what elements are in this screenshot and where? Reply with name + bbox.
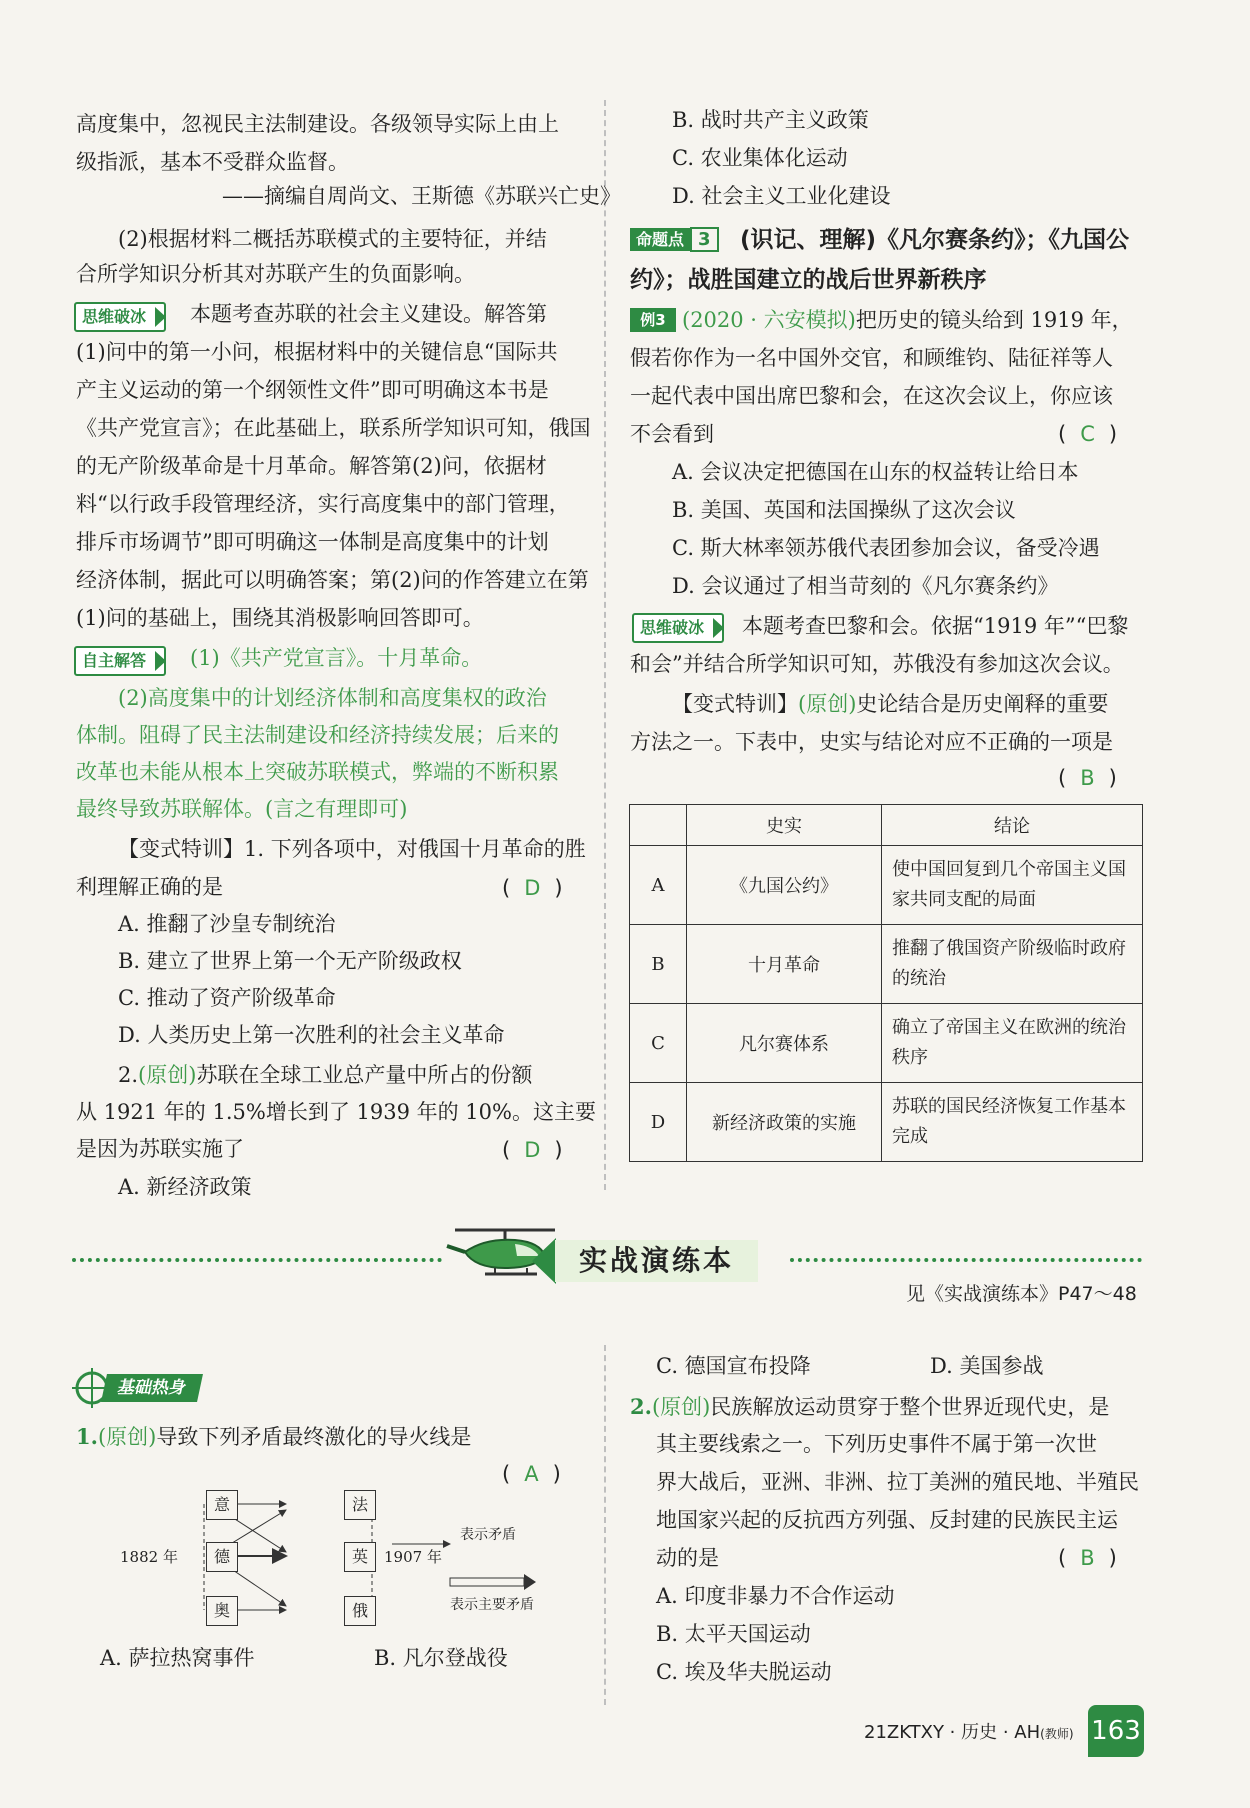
point-badge — [630, 226, 719, 254]
example-option-d: D. 会议通过了相当苛刻的《凡尔赛条约》 — [672, 574, 1059, 598]
variant-line-1: 【变式特训】1. 下列各项中，对俄国十月革命的胜 — [118, 837, 586, 861]
footer-code: 21ZKTXY · 历史 · AH(教师) — [864, 1722, 1074, 1743]
table-cell: 确立了帝国主义在欧洲的统治秩序 — [882, 1004, 1143, 1083]
q2-line-2: 其主要线索之一。下列历史事件不属于第一次世 — [656, 1432, 1097, 1456]
point-tag: 命题点 — [630, 228, 690, 251]
q2-option-c: C. 埃及华夫脱运动 — [656, 1660, 832, 1684]
table-header: 结论 — [882, 805, 1143, 846]
left-line-2: 级指派，基本不受群众监督。 — [76, 150, 349, 174]
variant-option-d: D. 人类历史上第一次胜利的社会主义革命 — [118, 1023, 505, 1047]
think-line-9: (1)问的基础上，围绕其消极影响回答即可。 — [76, 606, 484, 630]
point-line-2: 约》；战胜国建立的战后世界新秩序 — [630, 267, 987, 293]
q2-line-5: 动的是 — [656, 1546, 719, 1570]
self-answer-line-5: 最终导致苏联解体。(言之有理即可) — [76, 797, 408, 821]
node-germany: 德 — [206, 1542, 238, 1572]
q2-line-3: 界大战后，亚洲、非洲、拉丁美洲的殖民地、半殖民 — [656, 1470, 1139, 1494]
page-number: 163 — [1088, 1705, 1144, 1757]
table-cell: 新经济政策的实施 — [687, 1083, 882, 1162]
table-row — [630, 846, 1143, 925]
self-answer-tag: 自主解答 — [74, 646, 166, 676]
example-line-2: 假若你作为一名中国外交官，和顾维钧、陆征祥等人 — [630, 346, 1113, 370]
source-citation: ——摘编自周尚文、王斯德《苏联兴亡史》 — [222, 184, 621, 208]
think-line-6: 料“以行政手段管理经济，实行高度集中的部门管理， — [76, 492, 570, 516]
banner-title: 实战演练本 — [555, 1240, 758, 1282]
variant-option-a: A. 推翻了沙皇专制统治 — [118, 912, 336, 936]
node-austria: 奥 — [206, 1596, 238, 1626]
right-option-b: B. 战时共产主义政策 — [672, 108, 869, 132]
banner-reference: 见《实战演练本》P47～48 — [906, 1283, 1137, 1305]
q1-option-b: B. 凡尔登战役 — [374, 1646, 508, 1670]
node-russia: 俄 — [344, 1596, 376, 1626]
right-variant-line-2: 方法之一。下表中，史实与结论对应不正确的一项是 — [630, 730, 1113, 754]
point-line-1: (识记、理解)《凡尔赛条约》；《九国公 — [740, 227, 1130, 253]
question-2b-option-a: A. 新经济政策 — [118, 1175, 252, 1199]
right-think-line-2: 和会”并结合所学知识可知，苏俄没有参加这次会议。 — [630, 652, 1124, 676]
table-cell: 《九国公约》 — [687, 846, 882, 925]
table-cell: 推翻了俄国资产阶级临时政府的统治 — [882, 925, 1143, 1004]
alliance-diagram — [120, 1488, 560, 1638]
label-1907: 1907 年 — [384, 1548, 442, 1566]
think-line-2: (1)问中的第一小问，根据材料中的关键信息“国际共 — [76, 340, 558, 364]
table-row — [630, 1083, 1143, 1162]
node-britain: 英 — [344, 1542, 376, 1572]
q1-answer: ( A ) — [502, 1462, 561, 1486]
table-cell: C — [630, 1004, 687, 1083]
example-option-c: C. 斯大林率领苏俄代表团参加会议，备受冷遇 — [672, 536, 1100, 560]
right-think-tag: 思维破冰 — [632, 613, 724, 643]
q1-option-d: D. 美国参战 — [930, 1354, 1044, 1378]
think-tag: 思维破冰 — [74, 302, 166, 332]
think-line-8: 经济体制，据此可以明确答案；第(2)问的作答建立在第 — [76, 568, 589, 592]
table-cell: 十月革命 — [687, 925, 882, 1004]
question-2b-answer: ( D ) — [502, 1138, 563, 1162]
example-tag: 例3 — [630, 308, 676, 332]
basic-warmup-tag: 基础热身 — [101, 1374, 203, 1402]
question-2-line-2: 合所学知识分析其对苏联产生的负面影响。 — [76, 262, 475, 286]
self-answer-line-1: (1)《共产党宣言》。十月革命。 — [190, 646, 483, 670]
table-header-row — [630, 805, 1143, 846]
table-cell: D — [630, 1083, 687, 1162]
legend-conflict: 表示矛盾 — [460, 1527, 516, 1543]
right-think-line-1: 本题考查巴黎和会。依据“1919 年”“巴黎 — [742, 614, 1129, 638]
right-option-d: D. 社会主义工业化建设 — [672, 184, 891, 208]
q2-line-1: 2.(原创)民族解放运动贯穿于整个世界近现代史，是 — [630, 1394, 1110, 1419]
question-2b-line-1: 2.(原创)苏联在全球工业总产量中所占的份额 — [118, 1063, 533, 1087]
legend-main-conflict: 表示主要矛盾 — [450, 1597, 534, 1613]
node-italy: 意 — [206, 1490, 238, 1520]
q2-option-a: A. 印度非暴力不合作运动 — [656, 1584, 895, 1608]
q1-option-c: C. 德国宣布投降 — [656, 1354, 811, 1378]
variant-option-b: B. 建立了世界上第一个无产阶级政权 — [118, 949, 462, 973]
left-line-1: 高度集中，忽视民主法制建设。各级领导实际上由上 — [76, 112, 559, 136]
question-2b-line-3: 是因为苏联实施了 — [76, 1137, 244, 1161]
right-variant-line-1: 【变式特训】(原创)史论结合是历史阐释的重要 — [672, 692, 1109, 716]
variant-line-2: 利理解正确的是 — [76, 875, 223, 899]
column-divider-bottom — [604, 1345, 606, 1705]
question-2b-line-2: 从 1921 年的 1.5%增长到了 1939 年的 10%。这主要 — [76, 1100, 596, 1124]
self-answer-line-2: (2)高度集中的计划经济体制和高度集权的政治 — [118, 686, 547, 710]
think-line-5: 的无产阶级革命是十月革命。解答第(2)问，依据材 — [76, 454, 547, 478]
think-line-1: 本题考查苏联的社会主义建设。解答第 — [190, 302, 547, 326]
right-option-c: C. 农业集体化运动 — [672, 146, 848, 170]
example-line-4: 不会看到 — [630, 422, 714, 446]
variant-answer: ( D ) — [502, 876, 563, 900]
think-line-3: 产主义运动的第一个纲领性文件”即可明确这本书是 — [76, 378, 549, 402]
self-answer-line-3: 体制。阻碍了民主法制建设和经济持续发展；后来的 — [76, 723, 559, 747]
table-cell: 使中国回复到几个帝国主义国家共同支配的局面 — [882, 846, 1143, 925]
banner-dots-left — [72, 1258, 442, 1262]
table-row — [630, 1004, 1143, 1083]
diagram-lines — [120, 1488, 560, 1638]
example-line-1: (2020 · 六安模拟)把历史的镜头给到 1919 年， — [682, 308, 1133, 332]
q2-answer: ( B ) — [1058, 1546, 1117, 1570]
table-cell: 凡尔赛体系 — [687, 1004, 882, 1083]
table-cell: A — [630, 846, 687, 925]
q1-option-a: A. 萨拉热窝事件 — [100, 1646, 255, 1670]
question-2-line-1: (2)根据材料二概括苏联模式的主要特征，并结 — [118, 227, 547, 251]
banner-dots-right — [790, 1258, 1142, 1262]
history-table — [629, 804, 1143, 1162]
variant-option-c: C. 推动了资产阶级革命 — [118, 986, 336, 1010]
think-line-4: 《共产党宣言》；在此基础上，联系所学知识可知，俄国 — [76, 416, 591, 440]
example-line-3: 一起代表中国出席巴黎和会，在这次会议上，你应该 — [630, 384, 1113, 408]
label-1882: 1882 年 — [120, 1548, 178, 1566]
table-cell: B — [630, 925, 687, 1004]
example-answer: ( C ) — [1058, 422, 1118, 446]
self-answer-line-4: 改革也未能从根本上突破苏联模式，弊端的不断积累 — [76, 760, 559, 784]
point-number: 3 — [690, 227, 719, 252]
q1-line: 1.(原创)导致下列矛盾最终激化的导火线是 — [76, 1424, 472, 1449]
table-header — [630, 805, 687, 846]
think-line-7: 排斥市场调节”即可明确这一体制是高度集中的计划 — [76, 530, 549, 554]
column-divider — [604, 100, 606, 1190]
right-variant-answer: ( B ) — [1058, 766, 1117, 790]
q2-line-4: 地国家兴起的反抗西方列强、反封建的民族民主运 — [656, 1508, 1118, 1532]
table-cell: 苏联的国民经济恢复工作基本完成 — [882, 1083, 1143, 1162]
example-option-a: A. 会议决定把德国在山东的权益转让给日本 — [672, 460, 1079, 484]
node-france: 法 — [344, 1490, 376, 1520]
table-header: 史实 — [687, 805, 882, 846]
example-option-b: B. 美国、英国和法国操纵了这次会议 — [672, 498, 1016, 522]
q2-option-b: B. 太平天国运动 — [656, 1622, 811, 1646]
table-row — [630, 925, 1143, 1004]
